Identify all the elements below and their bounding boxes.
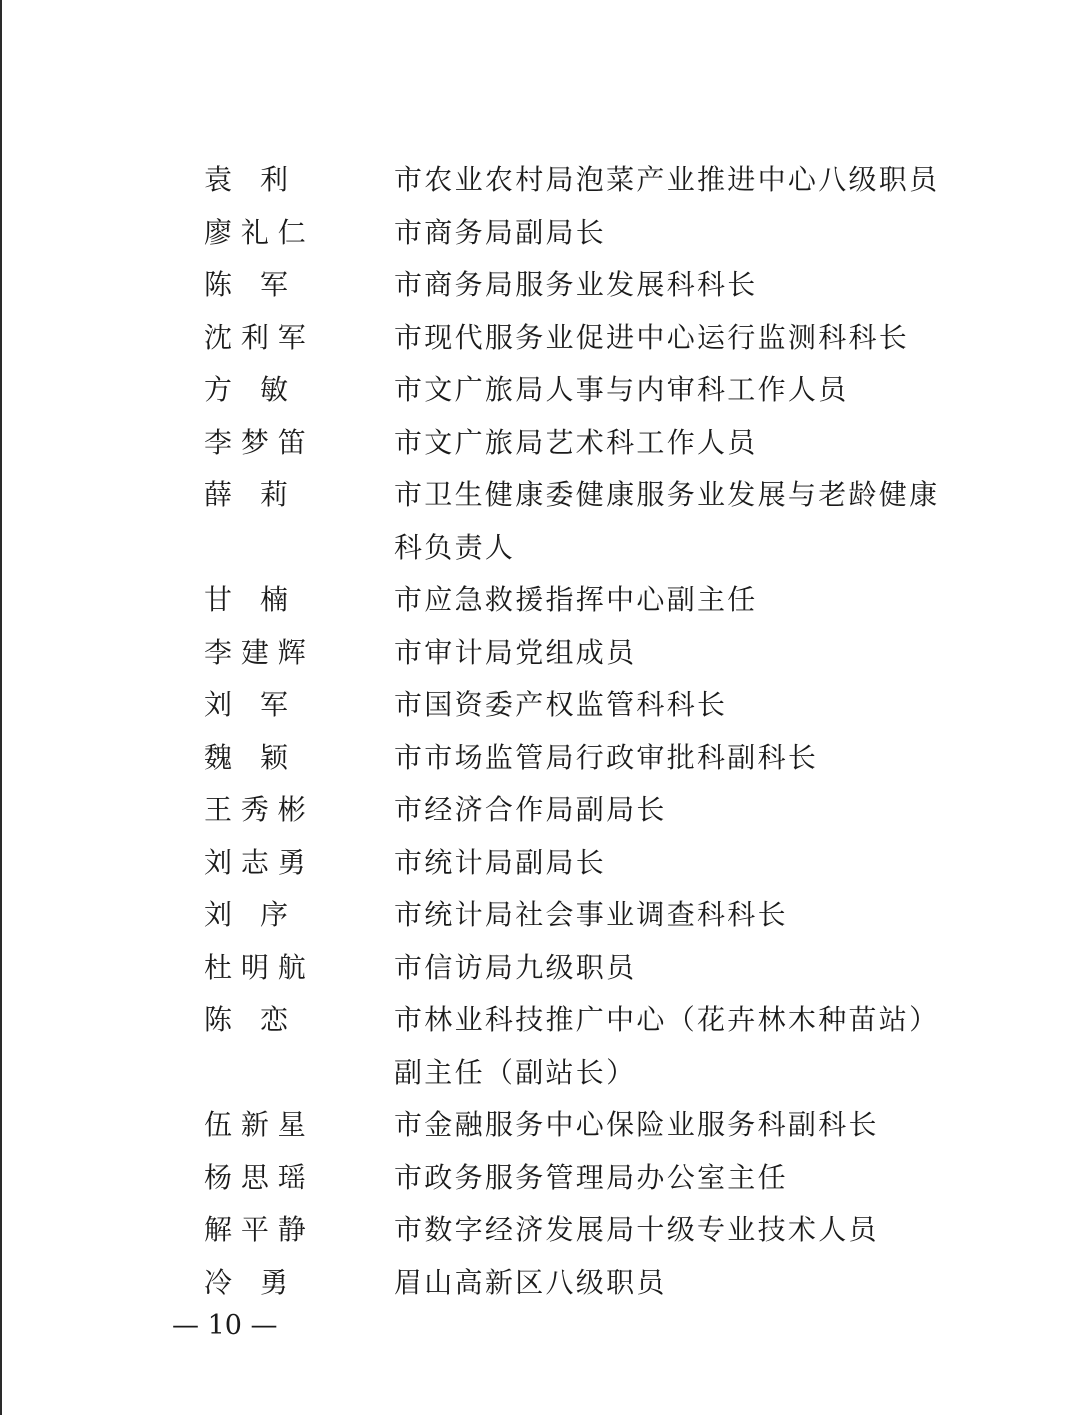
list-item xyxy=(0,1257,1080,1310)
list-item xyxy=(0,837,1080,890)
person-name: 刘 军 xyxy=(204,688,288,721)
list-item xyxy=(0,417,1080,470)
position-title: 市林业科技推广中心（花卉林木种苗站）副主任（副站长） xyxy=(394,1003,940,1089)
person-name: 袁 利 xyxy=(204,163,288,196)
position-title: 市应急救援指挥中心副主任 xyxy=(394,583,758,616)
person-name: 王 秀 彬 xyxy=(204,793,306,826)
position-title: 市政务服务管理局办公室主任 xyxy=(394,1160,788,1194)
list-item xyxy=(0,312,1080,365)
list-item xyxy=(0,679,1080,732)
list-item xyxy=(0,154,1080,207)
list-item xyxy=(0,732,1080,785)
person-name: 刘 志 勇 xyxy=(204,845,306,879)
position-title: 眉山高新区八级职员 xyxy=(394,1265,667,1299)
position-title: 市文广旅局艺术科工作人员 xyxy=(394,425,758,459)
list-item xyxy=(0,942,1080,995)
list-item xyxy=(0,889,1080,942)
person-name: 李 梦 笛 xyxy=(204,425,306,459)
position-title: 市农业农村局泡菜产业推进中心八级职员 xyxy=(394,163,940,196)
position-title: 市数字经济发展局十级专业技术人员 xyxy=(394,1213,879,1246)
person-name: 陈 军 xyxy=(204,268,288,301)
list-item xyxy=(0,627,1080,680)
position-title: 市金融服务中心保险业服务科副科长 xyxy=(394,1108,879,1141)
list-item xyxy=(0,364,1080,417)
list-item xyxy=(0,1152,1080,1205)
position-title: 市文广旅局人事与内审科工作人员 xyxy=(394,373,849,406)
page-number: — 10 — xyxy=(172,1310,278,1341)
position-title: 市商务局副局长 xyxy=(394,215,607,249)
person-name: 刘 序 xyxy=(204,898,288,931)
position-title: 市国资委产权监管科科长 xyxy=(394,688,728,721)
position-title: 市卫生健康委健康服务业发展与老龄健康科负责人 xyxy=(394,478,940,564)
position-title: 市商务局服务业发展科科长 xyxy=(394,268,758,301)
person-name: 李 建 辉 xyxy=(204,635,306,669)
person-name: 伍 新 星 xyxy=(204,1108,306,1141)
position-title: 市经济合作局副局长 xyxy=(394,793,667,826)
list-item xyxy=(0,259,1080,312)
person-name: 冷 勇 xyxy=(204,1265,288,1299)
personnel-list xyxy=(0,154,1080,1309)
person-name: 甘 楠 xyxy=(204,583,288,616)
person-name: 杨 思 瑶 xyxy=(204,1160,306,1194)
person-name: 沈 利 军 xyxy=(204,320,306,354)
person-name: 廖 礼 仁 xyxy=(204,215,306,249)
person-name: 方 敏 xyxy=(204,373,288,406)
position-title: 市统计局副局长 xyxy=(394,845,607,879)
position-title: 市现代服务业促进中心运行监测科科长 xyxy=(394,320,910,354)
position-title: 市信访局九级职员 xyxy=(394,950,637,984)
person-name: 杜 明 航 xyxy=(204,950,306,984)
list-item xyxy=(0,469,1080,574)
person-name: 薛 莉 xyxy=(204,478,288,511)
list-item xyxy=(0,784,1080,837)
list-item xyxy=(0,574,1080,627)
position-title: 市市场监管局行政审批科副科长 xyxy=(394,740,819,774)
list-item xyxy=(0,1099,1080,1152)
person-name: 陈 恋 xyxy=(204,1003,288,1036)
person-name: 解 平 静 xyxy=(204,1213,306,1246)
position-title: 市统计局社会事业调查科科长 xyxy=(394,898,788,931)
list-item xyxy=(0,994,1080,1099)
position-title: 市审计局党组成员 xyxy=(394,635,637,669)
person-name: 魏 颖 xyxy=(204,740,288,774)
list-item xyxy=(0,207,1080,260)
list-item xyxy=(0,1204,1080,1257)
